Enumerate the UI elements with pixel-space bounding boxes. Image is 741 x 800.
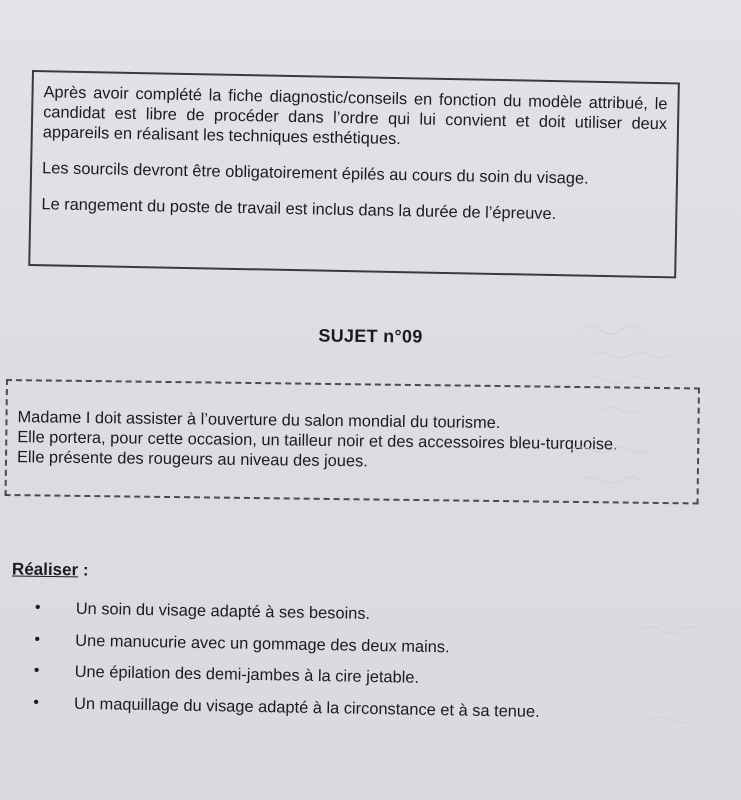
bullet-icon: • bbox=[34, 599, 41, 617]
scenario-line-1: Madame I doit assister à l’ouverture du salon mondial du tourisme. bbox=[17, 408, 501, 433]
task-text: Une épilation des demi-jambes à la cire jetable. bbox=[74, 662, 420, 687]
scenario-line-2: Elle portera, pour cette occasion, un tailleur noir et des accessoires bleu-turquoise. bbox=[17, 428, 618, 454]
task-text: Un soin du visage adapté à ses besoins. bbox=[75, 599, 371, 623]
task-text: Un maquillage du visage adapté à la circonstance et à sa tenue. bbox=[73, 694, 540, 721]
task-text: Une manucurie avec un gommage des deux mains. bbox=[75, 631, 450, 656]
instructions-paragraph-3: Le rangement du poste de travail est inclus dans la durée de l’épreuve. bbox=[41, 195, 557, 224]
bullet-icon: • bbox=[33, 662, 40, 680]
subject-title: SUJET n°09 bbox=[318, 325, 423, 347]
bullet-icon: • bbox=[34, 630, 41, 648]
scenario-box bbox=[5, 379, 700, 504]
scenario-line-3: Elle présente des rougeurs au niveau des joues. bbox=[16, 448, 368, 471]
task-list bbox=[28, 596, 630, 732]
tasks-heading bbox=[12, 559, 89, 580]
tasks-heading-label: Réaliser bbox=[11, 559, 79, 580]
instructions-paragraph-2: Les sourcils devront être obligatoirement épilés au cours du soin du visage. bbox=[41, 159, 589, 188]
instructions-paragraph-1: Après avoir complété la fiche diagnostic/conseils en fonction du modèle attribué, le candidat est libre de procéder dans l’ordre qui lui convient et doit utiliser deux appareils en réalisant les techniques esthétiques. bbox=[42, 83, 668, 149]
tasks-heading-suffix: : bbox=[78, 560, 89, 580]
bullet-icon: • bbox=[33, 693, 40, 711]
instructions-box bbox=[28, 70, 680, 278]
